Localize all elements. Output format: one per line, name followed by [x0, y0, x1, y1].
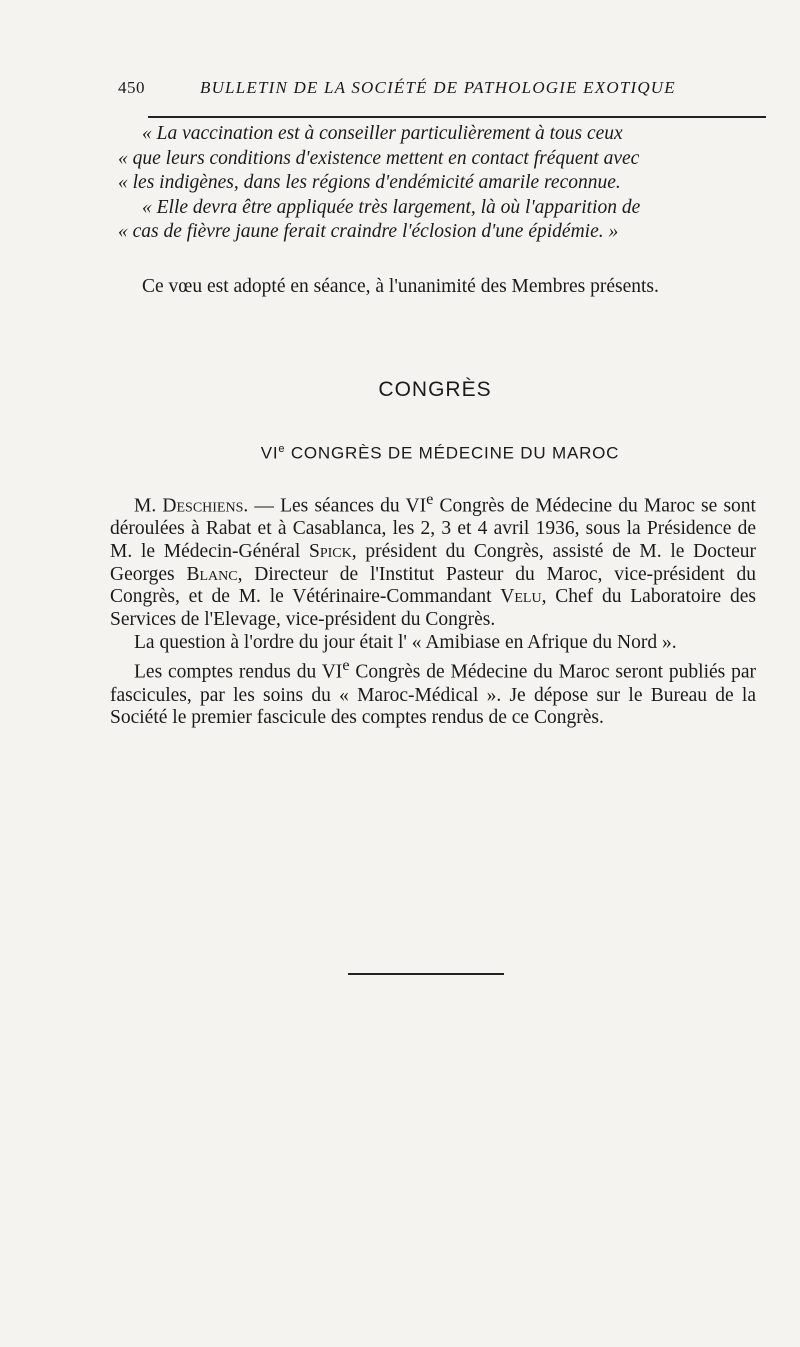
paragraph-text: , président du Congrès, assisté de M. le Docteur Georges: [110, 540, 756, 585]
running-head: [118, 78, 766, 102]
paragraph-text: , Chef du Laboratoire des Services de l'Elevage, vice-président du Congrès.: [110, 586, 756, 631]
subsection-rest: CONGRÈS DE MÉDECINE DU MAROC: [285, 443, 620, 463]
quote-line: « les indigènes, dans les régions d'endémicité amarile reconnue.: [118, 172, 621, 193]
person-name: Velu: [500, 586, 542, 608]
paragraph-3: [110, 654, 756, 730]
paragraph-text: Congrès de Médecine du Maroc seront publiés par fascicules, par les soins du « Maroc-Médical ». Je dépose sur le Bureau de la Société le premier fascicule des comptes rendus de ce Congrès.: [110, 661, 756, 729]
person-name: Spick: [309, 540, 352, 562]
paragraph-text: Les comptes rendus du VI: [134, 661, 343, 683]
end-rule: [348, 973, 504, 975]
quote-line: « cas de fièvre jaune ferait craindre l'éclosion d'une épidémie. »: [118, 221, 619, 242]
author-name: M. Deschiens.: [134, 495, 249, 517]
superscript: e: [342, 656, 350, 675]
paragraph-text: Congrès de Médecine du Maroc se sont déroulées à Rabat et à Casablanca, les 2, 3 et 4 avril 1936, sous la Présidence de M. le Médecin-Général: [110, 495, 756, 562]
header-rule: [148, 116, 766, 118]
subsection-sup: e: [278, 443, 286, 455]
body-text: [110, 488, 756, 730]
journal-title: BULLETIN DE LA SOCIÉTÉ DE PATHOLOGIE EXOTIQUE: [200, 78, 676, 97]
quoted-resolution: [118, 122, 768, 245]
quote-line: « La vaccination est à conseiller particulièrement à tous ceux: [142, 123, 623, 144]
paragraph-text: — Les séances du VI: [248, 495, 427, 517]
subsection-prefix: VI: [260, 443, 279, 463]
paragraph-1: [110, 488, 756, 632]
vote-statement: Ce vœu est adopté en séance, à l'unanimité des Membres présents.: [142, 276, 659, 297]
paragraph-2: La question à l'ordre du jour était l' « Amibiase en Afrique du Nord ».: [134, 631, 677, 653]
paragraph-text: , Directeur de l'Institut Pasteur du Maroc, vice-président du Congrès, et de M. le Vétérinaire-Commandant: [110, 563, 756, 608]
superscript: e: [426, 490, 434, 508]
section-title: CONGRÈS: [378, 378, 492, 401]
person-name: Blanc: [186, 563, 238, 585]
page-number: 450: [118, 78, 145, 97]
quote-line: « que leurs conditions d'existence mettent en contact fréquent avec: [118, 147, 640, 169]
quote-line: « Elle devra être appliquée très largement, là où l'apparition de: [142, 196, 641, 218]
subsection-title: [0, 443, 800, 464]
